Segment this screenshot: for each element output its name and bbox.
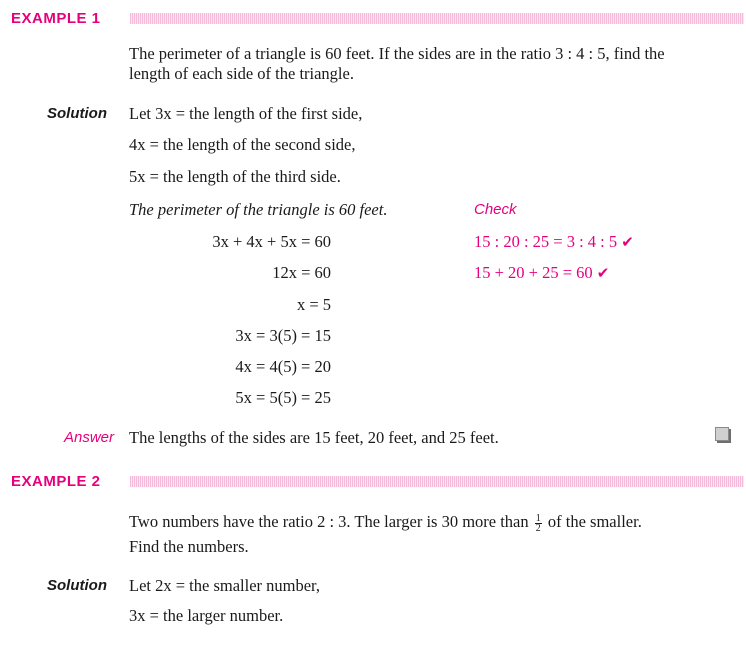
example-1-let-line-2: 4x = the length of the second side, bbox=[129, 135, 356, 154]
check-mark-icon: ✔ bbox=[621, 233, 634, 251]
example-1-statement: The perimeter of the triangle is 60 feet. bbox=[129, 200, 388, 219]
equation-2: 12x = 60 bbox=[272, 263, 331, 282]
example-1-label: EXAMPLE 1 bbox=[11, 10, 101, 27]
example-2-label: EXAMPLE 2 bbox=[11, 473, 101, 490]
equation-3: x = 5 bbox=[296, 295, 331, 314]
example-2-problem-line-1a: Two numbers have the ratio 2 : 3. The larger is 30 more than bbox=[129, 512, 529, 531]
check-line-1 bbox=[474, 232, 634, 252]
example-2-problem-line-1b: of the smaller. bbox=[547, 512, 642, 531]
answer-label: Answer bbox=[64, 429, 115, 446]
example-1-header-bar bbox=[130, 13, 744, 24]
one-half-fraction bbox=[535, 514, 542, 533]
check-line-1-text: 15 : 20 : 25 = 3 : 4 : 5 bbox=[474, 232, 618, 251]
fraction-denominator: 2 bbox=[535, 522, 541, 534]
example-1-let-line-3: 5x = the length of the third side. bbox=[129, 167, 341, 186]
example-1-problem-line-2: length of each side of the triangle. bbox=[129, 64, 354, 83]
example-1-let-line-1: Let 3x = the length of the first side, bbox=[129, 104, 363, 123]
example-2-solution-label: Solution bbox=[47, 577, 107, 594]
example-2-problem-line-1 bbox=[129, 512, 642, 533]
check-line-2 bbox=[474, 263, 609, 283]
answer-text: The lengths of the sides are 15 feet, 20 feet, and 25 feet. bbox=[129, 428, 499, 447]
example-1-problem-line-1: The perimeter of a triangle is 60 feet. If the sides are in the ratio 3 : 4 : 5, find the bbox=[129, 44, 665, 63]
equation-1: 3x + 4x + 5x = 60 bbox=[212, 232, 331, 251]
example-2-problem-line-2: Find the numbers. bbox=[129, 537, 249, 556]
check-mark-icon: ✔ bbox=[596, 264, 610, 282]
equation-6: 5x = 5(5) = 25 bbox=[235, 388, 331, 407]
check-label: Check bbox=[474, 201, 517, 218]
example-2-header-bar bbox=[130, 476, 744, 487]
end-of-example-icon bbox=[715, 427, 729, 441]
fraction-numerator: 1 bbox=[535, 512, 541, 524]
equation-5: 4x = 4(5) = 20 bbox=[235, 357, 331, 376]
check-line-2-text: 15 + 20 + 25 = 60 bbox=[474, 263, 593, 282]
example-2-let-line-2: 3x = the larger number. bbox=[129, 606, 284, 625]
equation-4: 3x = 3(5) = 15 bbox=[235, 326, 331, 345]
example-1-solution-label: Solution bbox=[47, 105, 107, 122]
example-2-let-line-1: Let 2x = the smaller number, bbox=[129, 576, 321, 595]
